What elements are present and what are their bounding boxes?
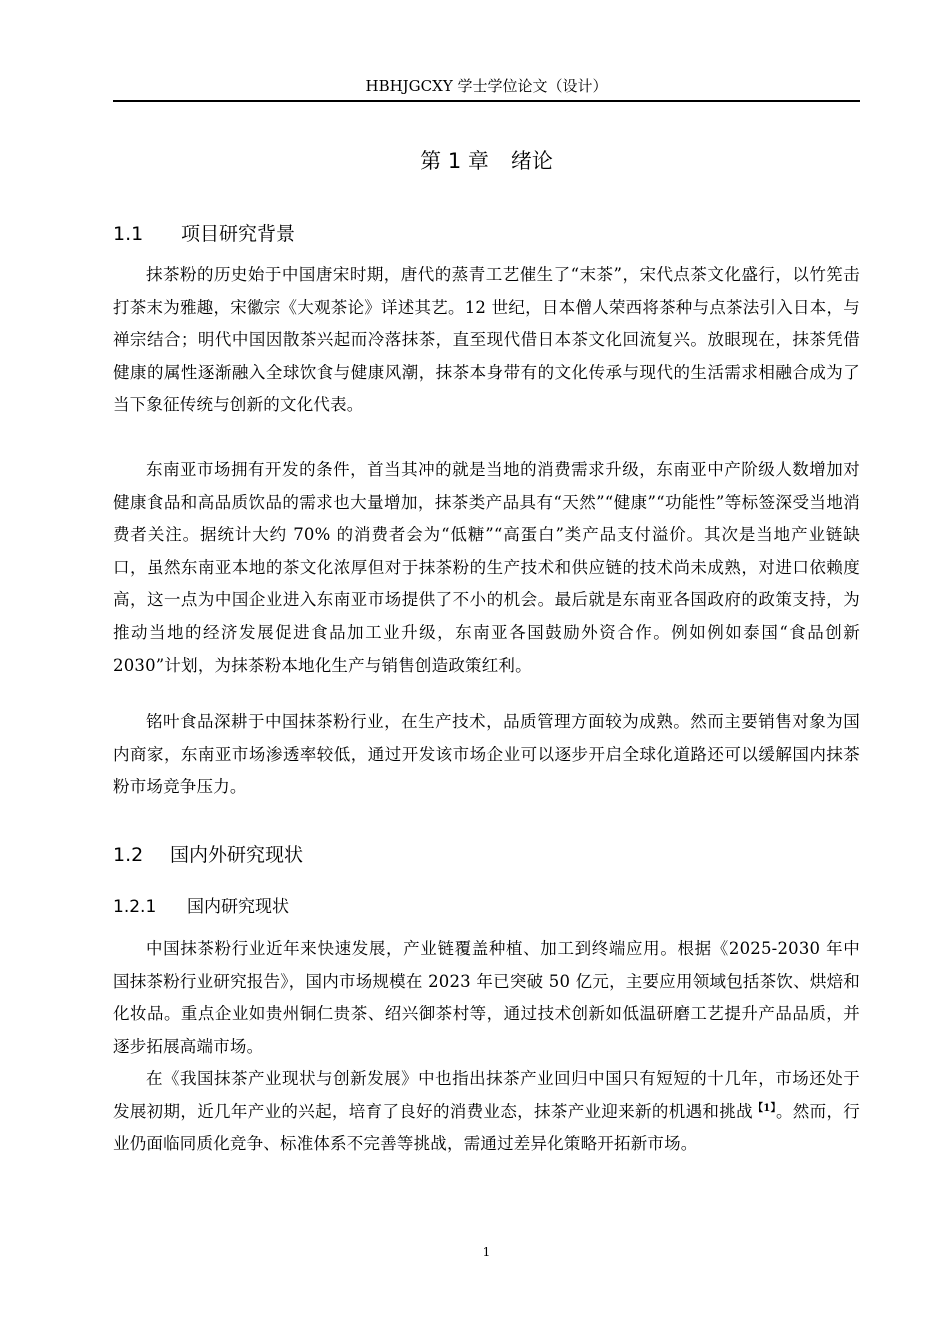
paragraph-text: 在《我国抹茶产业现状与创新发展》中也指出抹茶产业回归中国只有短短的十几年，市场还处于发展初期，近几年产业的兴起，培育了良好的消费业态，抹茶产业迎来新的机遇和挑战 bbox=[113, 1069, 860, 1121]
citation-reference[interactable]: 【1】 bbox=[752, 1102, 776, 1114]
subsection-heading-1-2-1 bbox=[113, 894, 289, 920]
chapter-title bbox=[113, 146, 860, 176]
section-heading-1-1 bbox=[113, 220, 295, 248]
section-title: 国内外研究现状 bbox=[170, 844, 304, 866]
paragraph-text: 。然而，行业仍面临同质化竞争、标准体系不完善等挑战，需通过差异化策略开拓新市场。 bbox=[113, 1101, 860, 1154]
section-number: 1.2 bbox=[113, 844, 144, 866]
page-number: 1 bbox=[482, 1245, 491, 1259]
section-title: 项目研究背景 bbox=[181, 223, 296, 245]
section-heading-1-2 bbox=[113, 841, 303, 869]
paragraph bbox=[113, 1063, 860, 1161]
header-divider bbox=[113, 100, 860, 102]
chapter-number: 第 1 章 bbox=[420, 149, 489, 173]
paragraph: 东南亚市场拥有开发的条件，首当其冲的就是当地的消费需求升级，东南亚中产阶级人数增加对健康食品和高品质饮品的需求也大量增加，抹茶类产品具有“天然”“健康”“功能性”等标签深受当地消费者关注。据统计大约 70% 的消费者会为“低糖”“高蛋白”类产品支付溢价。其次是当地产业链缺口，虽然东南亚本地的茶文化浓厚但对于抹茶粉的生产技术和供应链的技术尚未成熟，对进口依赖度高，这一点为中国企业进入东南亚市场提供了不小的机会。最后就是东南亚各国政府的政策支持，为推动当地的经济发展促进食品加工业升级，东南亚各国鼓励外资合作。例如例如泰国“食品创新 2030”计划，为抹茶粉本地化生产与销售创造政策红利。 bbox=[113, 460, 860, 675]
subsection-number: 1.2.1 bbox=[113, 897, 157, 917]
paragraph: 中国抹茶粉行业近年来快速发展，产业链覆盖种植、加工到终端应用。根据《2025-2030 年中国抹茶粉行业研究报告》，国内市场规模在 2023 年已突破 50 亿元，主要应用领域包括茶饮、烘焙和化妆品。重点企业如贵州铜仁贵茶、绍兴御茶村等，通过技术创新如低温研磨工艺提升产品品质，并逐步拓展高端市场。 bbox=[113, 939, 860, 1056]
paragraph: 抹茶粉的历史始于中国唐宋时期，唐代的蒸青工艺催生了“末茶”，宋代点茶文化盛行，以竹筅击打茶末为雅趣，宋徽宗《大观茶论》详述其艺。12 世纪，日本僧人荣西将茶种与点茶法引入日本，与禅宗结合；明代中国因散茶兴起而冷落抹茶，直至现代借日本茶文化回流复兴。放眼现在，抹茶凭借健康的属性逐渐融入全球饮食与健康风潮，抹茶本身带有的文化传承与现代的生活需求相融合成为了当下象征传统与创新的文化代表。 bbox=[113, 265, 860, 415]
page-header: HBHJGCXY 学士学位论文（设计） bbox=[365, 77, 608, 95]
subsection-title: 国内研究现状 bbox=[187, 897, 289, 917]
paragraph: 铭叶食品深耕于中国抹茶粉行业，在生产技术，品质管理方面较为成熟。然而主要销售对象为国内商家，东南亚市场渗透率较低，通过开发该市场企业可以逐步开启全球化道路还可以缓解国内抹茶粉市场竞争压力。 bbox=[113, 712, 860, 797]
section-number: 1.1 bbox=[113, 223, 144, 245]
chapter-name: 绪论 bbox=[510, 149, 553, 173]
